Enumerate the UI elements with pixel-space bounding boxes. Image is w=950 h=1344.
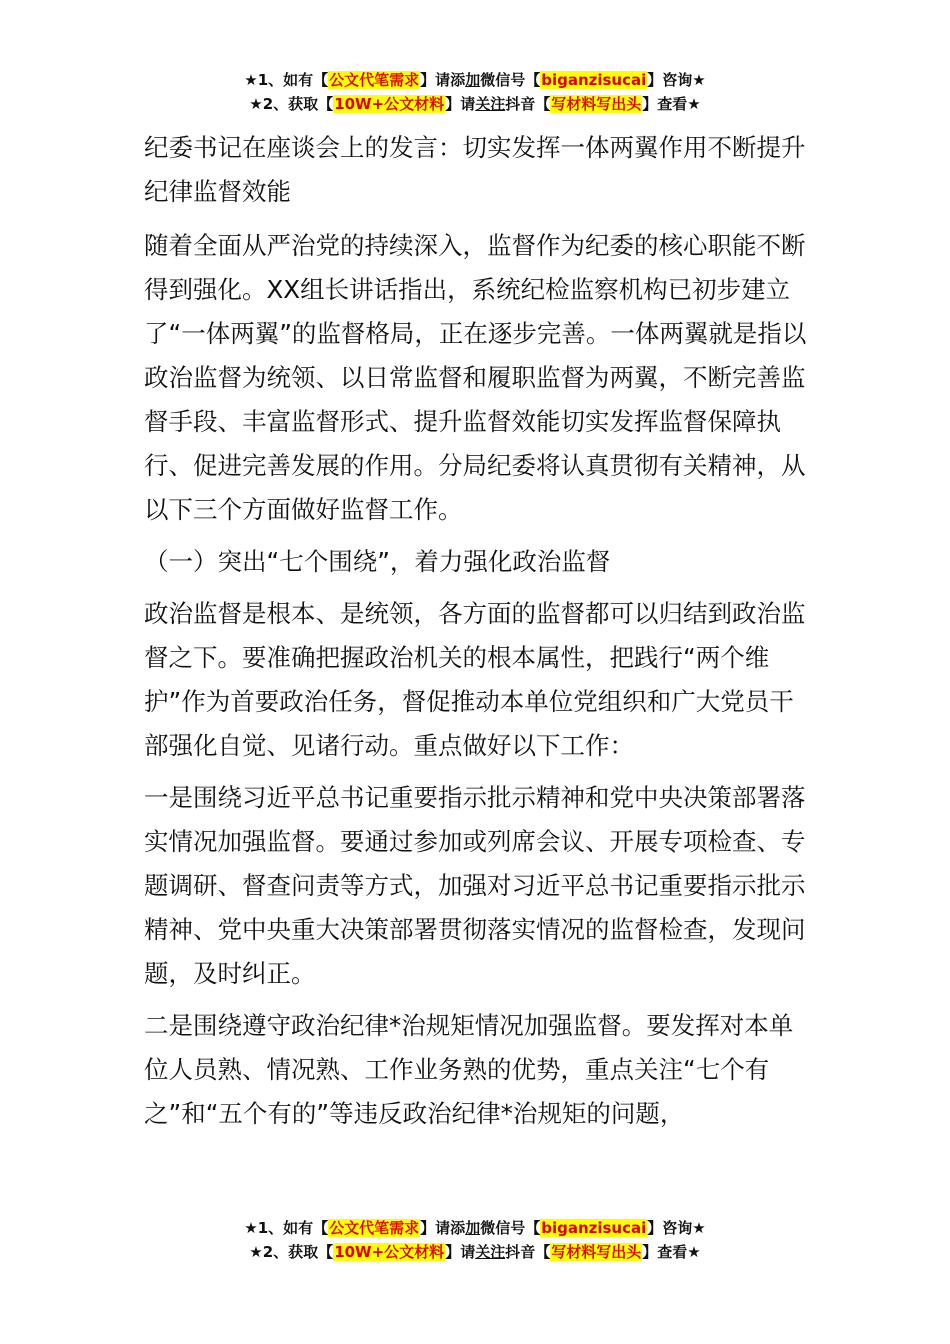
document-body xyxy=(144,126,808,1144)
highlight-service: 公文代笔需求 xyxy=(329,71,420,89)
promo-line-2: ★2、获取【10W+公文材料】请关注抖音【写材料写出头】查看★ xyxy=(249,95,701,113)
paragraph-political-supervision: 政治监督是根本、是统领，各方面的监督都可以归结到政治监督之下。要准确把握政治机关的根本属性，把践行“两个维护”作为首要政治任务，督促推动本单位党组织和广大党员干部强化自觉、见诸行动。重点做好以下工作： xyxy=(144,599,806,760)
paragraph-point-2: 二是围绕遵守政治纪律*治规矩情况加强监督。要发挥对本单位人员熟、情况熟、工作业务熟的优势，重点关注“七个有之”和“五个有的”等违反政治纪律*治规矩的问题， xyxy=(144,1011,794,1128)
highlight-service: 公文代笔需求 xyxy=(329,1219,420,1237)
paragraph-point-1: 一是围绕习近平总书记重要指示批示精神和党中央决策部署落实情况加强监督。要通过参加或列席会议、开展专项检查、专题调研、督查问责等方式，加强对习近平总书记重要指示批示精神、党中央重大决策部署贯彻落实情况的监督检查，发现问题，及时纠正。 xyxy=(144,783,806,988)
highlight-wechat-id: biganzisucai xyxy=(541,1219,647,1237)
highlight-materials: 10W+公文材料 xyxy=(334,1243,445,1261)
promo-line-2: ★2、获取【10W+公文材料】请关注抖音【写材料写出头】查看★ xyxy=(249,1243,701,1261)
highlight-wechat-id: biganzisucai xyxy=(541,71,647,89)
promo-header xyxy=(0,68,950,116)
promo-line-1: ★1、如有【公文代笔需求】请添加微信号【biganzisucai】咨询★ xyxy=(244,1219,706,1237)
highlight-douyin: 写材料写出头 xyxy=(551,95,642,113)
highlight-materials: 10W+公文材料 xyxy=(334,95,445,113)
promo-line-1: ★1、如有【公文代笔需求】请添加微信号【biganzisucai】咨询★ xyxy=(244,71,706,89)
paragraph-intro: 随着全面从严治党的持续深入，监督作为纪委的核心职能不断得到强化。XX组长讲话指出，系统纪检监察机构已初步建立了“一体两翼”的监督格局，正在逐步完善。一体两翼就是指以政治监督为统领、以日常监督和履职监督为两翼，不断完善监督手段、丰富监督形式、提升监督效能切实发挥监督保障执行、促进完善发展的作用。分局纪委将认真贯彻有关精神，从以下三个方面做好监督工作。 xyxy=(144,231,807,524)
section-heading-1: （一）突出“七个围绕”，着力强化政治监督 xyxy=(144,547,611,576)
document-title: 纪委书记在座谈会上的发言：切实发挥一体两翼作用不断提升纪律监督效能 xyxy=(144,133,806,206)
promo-footer xyxy=(0,1216,950,1264)
highlight-douyin: 写材料写出头 xyxy=(551,1243,642,1261)
